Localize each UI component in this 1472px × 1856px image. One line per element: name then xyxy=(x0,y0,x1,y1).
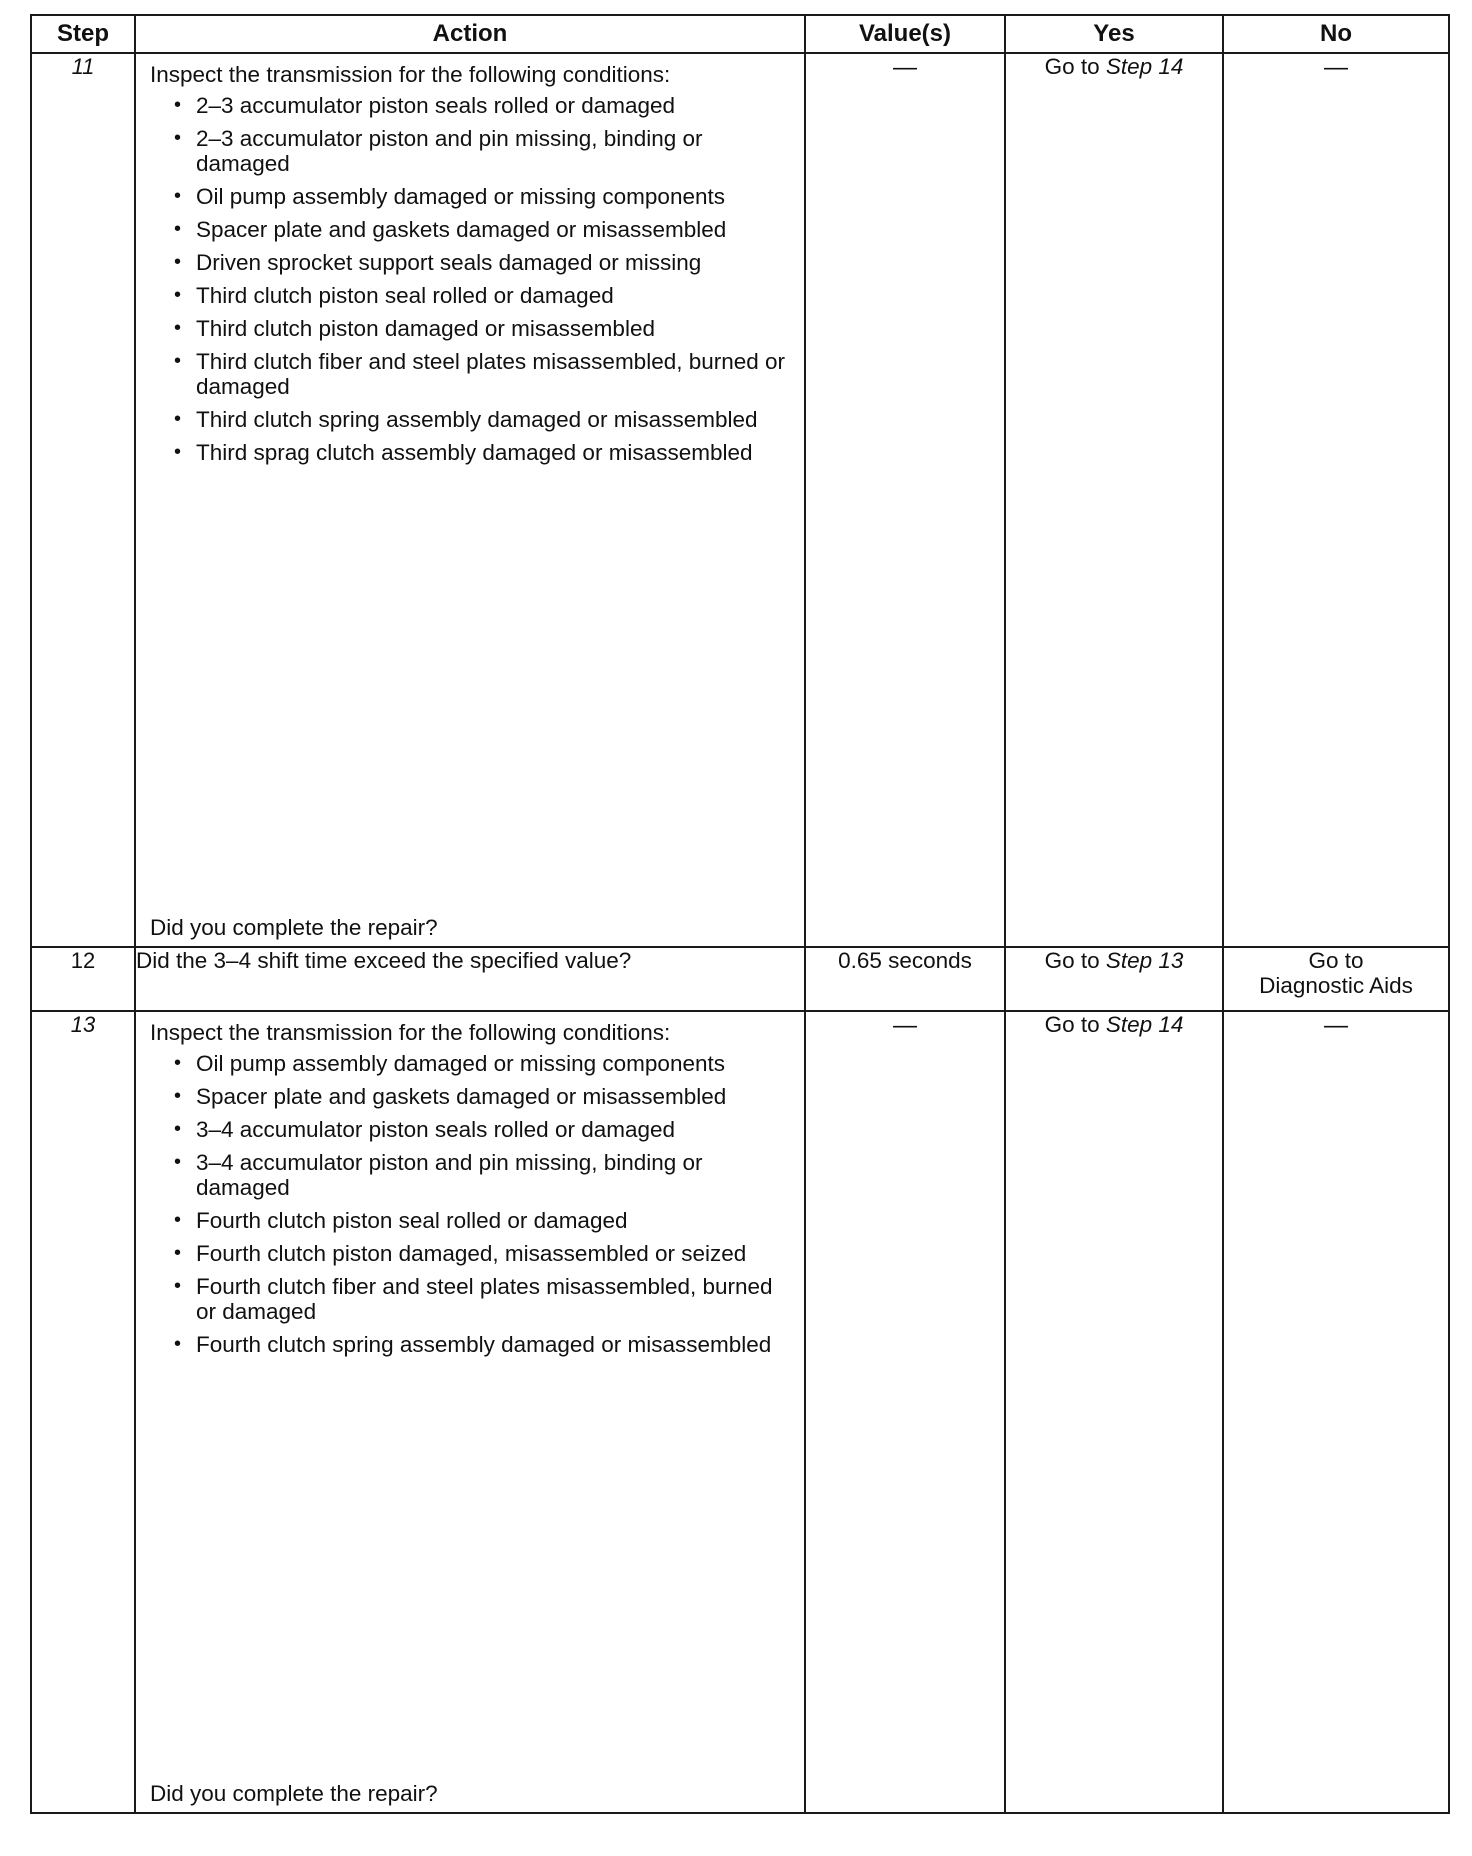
table-row-step-11 xyxy=(31,53,1449,947)
action-cell xyxy=(135,53,805,947)
header-action: Action xyxy=(135,15,805,53)
bullet-icon: • xyxy=(174,251,182,273)
bullet-icon: • xyxy=(174,1118,182,1140)
list-item: • Third clutch piston damaged or misassembled xyxy=(174,316,655,341)
no-cell: — xyxy=(1223,53,1449,947)
bullet-icon: • xyxy=(174,317,182,339)
step-number: 12 xyxy=(31,947,135,1011)
bullet-icon: • xyxy=(174,1209,182,1231)
table-row-step-13 xyxy=(31,1011,1449,1813)
list-item: • 2–3 accumulator piston seals rolled or damaged xyxy=(174,93,676,118)
bullet-icon: • xyxy=(174,1151,182,1173)
list-item: • Fourth clutch spring assembly damaged or misassembled xyxy=(174,1332,772,1357)
bullet-icon: • xyxy=(174,1242,182,1264)
step-number: 11 xyxy=(31,53,135,947)
yes-step-link: Step 14 xyxy=(1105,54,1184,79)
action-question: Did the 3–4 shift time exceed the specified value? xyxy=(135,947,805,1011)
yes-step-link: Step 13 xyxy=(1105,948,1184,973)
list-item: • Oil pump assembly damaged or missing components xyxy=(174,184,725,209)
no-line-1: Go to xyxy=(1308,948,1364,973)
bullet-icon: • xyxy=(174,127,182,149)
bullet-icon: • xyxy=(174,1333,182,1355)
header-no: No xyxy=(1223,15,1449,53)
action-intro: Inspect the transmission for the following conditions: xyxy=(150,1020,671,1045)
bullet-icon: • xyxy=(174,1085,182,1107)
list-item: • 3–4 accumulator piston and pin missing, binding or damaged xyxy=(174,1150,703,1200)
list-item: • Fourth clutch piston seal rolled or damaged xyxy=(174,1208,628,1233)
list-item: • Spacer plate and gaskets damaged or misassembled xyxy=(174,1084,727,1109)
yes-cell: Go to Step 14 xyxy=(1005,1011,1223,1813)
list-item: • Driven sprocket support seals damaged or missing xyxy=(174,250,702,275)
header-step: Step xyxy=(31,15,135,53)
list-item: • Spacer plate and gaskets damaged or misassembled xyxy=(174,217,727,242)
no-cell xyxy=(1223,947,1449,1011)
condition-list xyxy=(150,93,790,465)
no-line-2: Diagnostic Aids xyxy=(1259,973,1413,998)
header-values: Value(s) xyxy=(805,15,1005,53)
bullet-icon: • xyxy=(174,350,182,372)
bullet-icon: • xyxy=(174,441,182,463)
bullet-icon: • xyxy=(174,218,182,240)
diagnostic-table xyxy=(30,14,1450,1814)
header-yes: Yes xyxy=(1005,15,1223,53)
table-row-step-12 xyxy=(31,947,1449,1011)
yes-cell: Go to Step 13 xyxy=(1005,947,1223,1011)
value-cell: — xyxy=(805,53,1005,947)
bullet-icon: • xyxy=(174,1052,182,1074)
list-item: • Third clutch fiber and steel plates misassembled, burned or damaged xyxy=(174,349,786,399)
condition-list xyxy=(150,1051,790,1357)
step-number: 13 xyxy=(31,1011,135,1813)
list-item: • 3–4 accumulator piston seals rolled or damaged xyxy=(174,1117,676,1142)
action-intro: Inspect the transmission for the following conditions: xyxy=(150,62,671,87)
yes-cell: Go to Step 14 xyxy=(1005,53,1223,947)
list-item: • Third sprag clutch assembly damaged or misassembled xyxy=(174,440,753,465)
value-cell: 0.65 seconds xyxy=(805,947,1005,1011)
bullet-icon: • xyxy=(174,284,182,306)
list-item: • Fourth clutch piston damaged, misassembled or seized xyxy=(174,1241,747,1266)
bullet-icon: • xyxy=(174,94,182,116)
bullet-icon: • xyxy=(174,185,182,207)
action-question: Did you complete the repair? xyxy=(150,1781,438,1806)
list-item: • Third clutch spring assembly damaged or misassembled xyxy=(174,407,758,432)
yes-step-link: Step 14 xyxy=(1105,1012,1184,1037)
action-cell xyxy=(135,1011,805,1813)
no-cell: — xyxy=(1223,1011,1449,1813)
action-question: Did you complete the repair? xyxy=(150,915,438,940)
table-header-row xyxy=(31,15,1449,53)
bullet-icon: • xyxy=(174,408,182,430)
list-item: • Oil pump assembly damaged or missing components xyxy=(174,1051,725,1076)
value-cell: — xyxy=(805,1011,1005,1813)
list-item: • Fourth clutch fiber and steel plates misassembled, burned or damaged xyxy=(174,1274,773,1324)
list-item: • 2–3 accumulator piston and pin missing, binding or damaged xyxy=(174,126,703,176)
bullet-icon: • xyxy=(174,1275,182,1297)
list-item: • Third clutch piston seal rolled or damaged xyxy=(174,283,614,308)
